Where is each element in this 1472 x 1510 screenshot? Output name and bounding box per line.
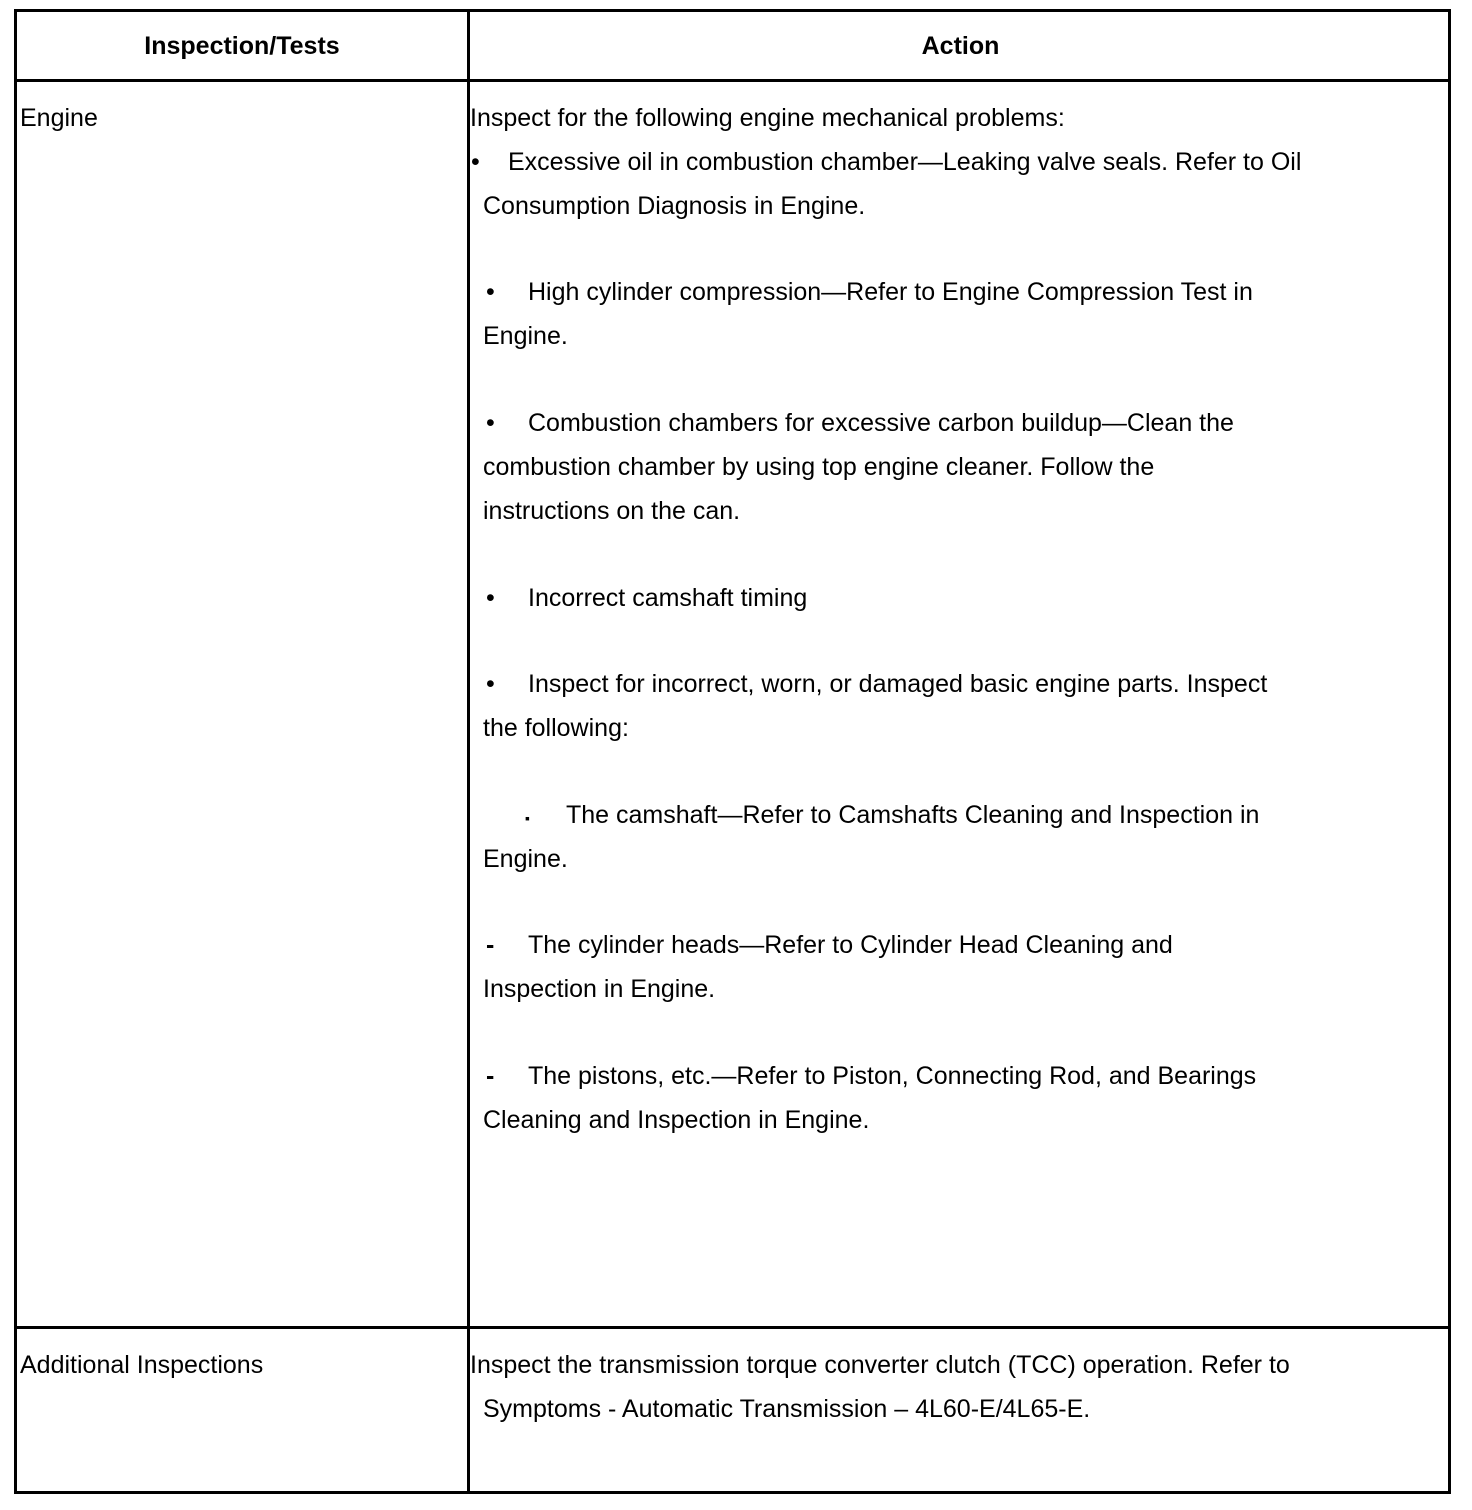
bullet-icon: • [486,584,495,612]
sub-list-item: - The cylinder heads—Refer to Cylinder Head Cleaning and [483,923,1173,967]
row-engine-label: Engine [20,104,98,132]
sub-list-item: ▪ The camshaft—Refer to Camshafts Cleaning and Inspection in [525,793,1259,840]
list-item-continuation: Consumption Diagnosis in Engine. [483,192,866,220]
list-item-continuation: the following: [483,714,629,742]
row-engine-action [470,96,1445,1316]
bullet-icon: • [486,409,495,437]
dash-bullet-icon: - [486,931,495,959]
sub-list-item: - The pistons, etc.—Refer to Piston, Connecting Rod, and Bearings [483,1054,1256,1098]
square-bullet-icon: ▪ [525,810,530,826]
list-item-continuation: instructions on the can. [483,497,741,525]
list-item-continuation: Engine. [483,322,568,350]
list-item: • Combustion chambers for excessive carbon buildup—Clean the [483,401,1234,445]
row-divider [17,1326,1448,1329]
header-inspection-tests: Inspection/Tests [144,31,340,60]
list-item-continuation: Engine. [483,845,568,873]
bullet-icon: • [486,278,495,306]
bullet-icon: • [471,148,480,176]
header-action: Action [921,31,1000,60]
list-item-continuation: Inspection in Engine. [483,975,716,1003]
engine-intro: Inspect for the following engine mechanical problems: [470,104,1065,132]
list-item: • Excessive oil in combustion chamber—Leaking valve seals. Refer to Oil [471,140,1301,184]
list-item-continuation: Cleaning and Inspection in Engine. [483,1106,870,1134]
row-additional-label: Additional Inspections [20,1351,264,1379]
list-item: • Incorrect camshaft timing [483,576,807,620]
additional-line: Inspect the transmission torque converter clutch (TCC) operation. Refer to [470,1351,1290,1379]
list-item: • Inspect for incorrect, worn, or damaged basic engine parts. Inspect [483,662,1267,706]
additional-line: Symptoms - Automatic Transmission – 4L60-E/4L65-E. [483,1395,1091,1423]
list-item-continuation: combustion chamber by using top engine cleaner. Follow the [483,453,1155,481]
bullet-icon: • [486,670,495,698]
row-additional-action [470,1343,1445,1483]
list-item: • High cylinder compression—Refer to Engine Compression Test in [483,270,1253,314]
dash-bullet-icon: - [486,1062,495,1090]
inspection-table [14,9,1451,1494]
